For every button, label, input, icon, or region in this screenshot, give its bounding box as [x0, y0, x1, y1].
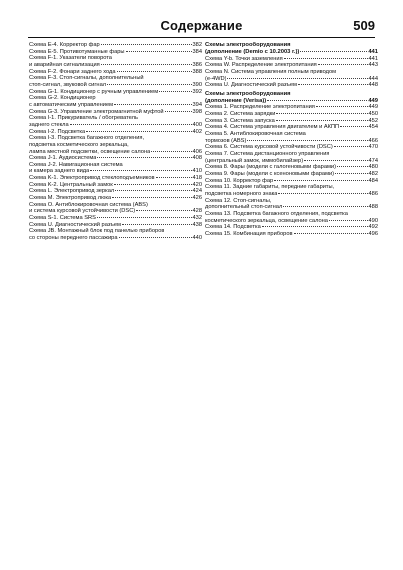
toc-entry-line: [29, 195, 202, 202]
toc-entry-line: [205, 211, 378, 218]
dot-leader: [97, 217, 192, 218]
toc-entry[interactable]: [29, 215, 202, 222]
toc-entry-text: Схема 5. Антиблокировочная система: [205, 131, 306, 138]
dot-leader: [119, 237, 192, 238]
toc-entry-line: [205, 198, 378, 205]
toc-entry-text: Схема E-4. Корректор фар: [29, 42, 100, 48]
toc-page-number: 486: [368, 191, 378, 197]
dot-leader: [151, 151, 191, 152]
toc-entry-line: [205, 171, 378, 178]
toc-entry-text: Схема J-2. Навигационная система: [29, 161, 123, 168]
page-header: [0, 16, 403, 38]
toc-entry-text: Схема F-2. Фонари заднего хода: [29, 68, 116, 75]
toc-page-number: 388: [192, 68, 202, 75]
toc-entry-text: Схема E-5. Противотуманные фары: [29, 48, 125, 55]
toc-page-number: 438: [192, 221, 202, 228]
dot-leader: [274, 180, 367, 181]
toc-entry-text: Схема W. Распределение электропитания: [205, 62, 317, 69]
toc-page-number: 428: [192, 208, 202, 215]
dot-leader: [165, 111, 192, 112]
dot-leader: [294, 233, 368, 234]
dot-leader: [337, 166, 368, 167]
dot-leader: [114, 104, 191, 105]
toc-entry-text: косметического зеркальца, освещение салона: [205, 217, 328, 224]
toc-page-number: 444: [368, 75, 378, 82]
toc-entry[interactable]: [29, 115, 202, 128]
dot-leader: [114, 184, 192, 185]
toc-entry[interactable]: [29, 188, 202, 195]
toc-entry-line: [29, 42, 202, 49]
toc-entry-text: Схема 7. Система дистанционного управления: [205, 151, 330, 158]
toc-entry-line: [29, 49, 202, 56]
toc-entry-text: с автоматическим управлением: [29, 101, 114, 108]
toc-entry[interactable]: [205, 82, 378, 89]
toc-entry-line: [205, 131, 378, 138]
toc-entry-line: [29, 142, 202, 149]
toc-entry-text: стоп-сигнал, звуковой сигнал: [29, 81, 107, 88]
toc-entry[interactable]: [205, 211, 378, 224]
toc-entry[interactable]: [205, 124, 378, 131]
dot-leader: [276, 120, 368, 121]
toc-entry-text: Схема S-1. Система SRS: [29, 215, 96, 222]
toc-page-number: 480: [368, 164, 378, 171]
toc-entry-text: Схема M. Электропривод люка: [29, 195, 112, 202]
toc-page-number: 454: [368, 124, 378, 131]
dot-leader: [262, 226, 368, 227]
toc-entry-line: [29, 175, 202, 182]
toc-page-number: 398: [192, 108, 202, 115]
toc-entry-text: Схема 8. Фары (модели с галогеновыми фарами): [205, 164, 336, 171]
toc-page-number: 452: [368, 117, 378, 124]
toc-entry[interactable]: [29, 222, 202, 229]
section-heading[interactable]: [205, 91, 378, 105]
toc-entry-line: [205, 138, 378, 145]
dot-leader: [90, 170, 191, 171]
toc-entry-text: (e-4WD): [205, 75, 227, 82]
toc-entry-line: [205, 91, 378, 98]
toc-entry-text: Схемы электрооборудования: [205, 42, 291, 48]
toc-entry-text: (дополнение (Demio с 10.2003 г.)): [205, 48, 300, 55]
toc-page-number: 474: [368, 157, 378, 164]
toc-entry[interactable]: [29, 75, 202, 88]
toc-entry-text: и аварийная сигнализация: [29, 61, 100, 68]
toc-entry-text: и система курсовой устойчивости (DSC): [29, 208, 136, 215]
dot-leader: [284, 58, 368, 59]
toc-entry-text: лампа местной подсветки, освещение салона: [29, 148, 151, 155]
toc-entry[interactable]: [29, 89, 202, 96]
toc-entry-text: Схема 2. Система зарядки: [205, 111, 276, 118]
toc-entry-text: Схема 13. Подсветка багажного отделения, подсветка: [205, 210, 348, 217]
dot-leader: [101, 64, 192, 65]
toc-page-number: 382: [192, 42, 202, 48]
toc-page-number: 400: [192, 121, 202, 128]
toc-entry-line: [29, 55, 202, 62]
toc-entry-text: Схема F-1. Указатели поворота: [29, 55, 112, 62]
toc-entry-line: [29, 202, 202, 209]
toc-entry-line: [205, 62, 378, 69]
toc-entry[interactable]: [205, 104, 378, 111]
dot-leader: [156, 177, 192, 178]
toc-entry[interactable]: [205, 184, 378, 197]
toc-entry-line: [29, 95, 202, 102]
toc-entry-line: [29, 115, 202, 122]
toc-page-number: 466: [368, 137, 378, 144]
toc-entry[interactable]: [29, 182, 202, 189]
toc-entry-text: (дополнение (Verisa)): [205, 97, 267, 104]
dot-leader: [107, 84, 191, 85]
toc-entry-text: Схема JB. Монтажный блок под панелью приборов: [29, 228, 165, 235]
toc-entry[interactable]: [29, 49, 202, 56]
toc-right-column: [205, 42, 378, 238]
toc-page-number: 482: [368, 171, 378, 178]
toc-entry-line: [205, 49, 378, 56]
dot-leader: [70, 124, 192, 125]
toc-page-number: 394: [192, 101, 202, 108]
toc-left-column: [29, 42, 202, 242]
toc-entry-line: [205, 151, 378, 158]
toc-entry-text: (центральный замок, иммобилайзер): [205, 157, 304, 164]
toc-entry[interactable]: [29, 55, 202, 68]
toc-entry-line: [205, 231, 378, 238]
toc-entry[interactable]: [205, 56, 378, 63]
dot-leader: [340, 126, 367, 127]
toc-entry[interactable]: [205, 231, 378, 238]
toc-entry[interactable]: [205, 151, 378, 164]
toc-entry-text: Схемы электрооборудования: [205, 90, 291, 97]
toc-entry-text: подсветка косметического зеркальца,: [29, 141, 129, 148]
dot-leader: [304, 160, 367, 161]
toc-page-number: 408: [192, 155, 202, 162]
toc-entry-line: [29, 69, 202, 76]
dot-leader: [112, 197, 191, 198]
toc-entry-text: Схема K-1. Электропривод стеклоподъемников: [29, 175, 155, 182]
toc-entry-line: [205, 98, 378, 105]
toc-page-number: 448: [368, 82, 378, 89]
toc-entry-line: [205, 164, 378, 171]
toc-page-number: 488: [368, 204, 378, 211]
dot-leader: [335, 173, 367, 174]
header-divider: [28, 37, 375, 38]
toc-page-number: 410: [192, 168, 202, 175]
toc-page-number: 432: [192, 215, 202, 222]
dot-leader: [227, 78, 367, 79]
toc-page-number: 450: [368, 111, 378, 118]
dot-leader: [159, 91, 191, 92]
toc-entry[interactable]: [29, 195, 202, 202]
toc-entry-line: [29, 82, 202, 89]
toc-page-number: 390: [192, 81, 202, 88]
dot-leader: [86, 131, 191, 132]
toc-entry-line: [205, 191, 378, 198]
toc-entry-text: Схема 12. Стоп-сигналы,: [205, 197, 272, 204]
toc-entry-line: [29, 162, 202, 169]
toc-entry-text: Схема 14. Подсветка: [205, 224, 261, 231]
toc-entry[interactable]: [29, 228, 202, 241]
toc-entry-text: подсветка номерного знака: [205, 191, 278, 197]
toc-entry-text: Схема F-3. Стоп-сигналы, дополнительный: [29, 75, 144, 82]
toc-entry-text: Схема G-2. Кондиционер: [29, 95, 96, 102]
toc-entry-text: Схема N. Система управления полным приводом: [205, 68, 337, 75]
page-title: Содержание: [160, 18, 243, 33]
toc-entry-text: дополнительный стоп-сигнал: [205, 204, 283, 211]
toc-entry-line: [205, 144, 378, 151]
toc-entry-text: тормозов (ABS): [205, 137, 247, 144]
toc-entry-text: Схема U. Диагностический разъем: [29, 221, 121, 228]
dot-leader: [101, 44, 192, 45]
toc-entry-line: [29, 208, 202, 215]
dot-leader: [247, 140, 367, 141]
toc-entry[interactable]: [205, 144, 378, 151]
toc-entry[interactable]: [205, 171, 378, 178]
toc-entry[interactable]: [205, 111, 378, 118]
toc-entry-line: [205, 69, 378, 76]
toc-entry-line: [29, 215, 202, 222]
toc-entry-line: [29, 182, 202, 189]
dot-leader: [329, 220, 368, 221]
dot-leader: [334, 146, 368, 147]
dot-leader: [136, 210, 191, 211]
toc-entry-text: Схема O. Антиблокировочная система (ABS): [29, 201, 148, 208]
toc-entry-text: со стороны переднего пассажира: [29, 235, 118, 242]
toc-entry[interactable]: [205, 69, 378, 82]
toc-page-number: 384: [192, 48, 202, 55]
toc-page-number: 449: [368, 104, 378, 111]
toc-entry-line: [205, 204, 378, 211]
toc-entry-text: Схема I-3. Подсветка багажного отделения,: [29, 135, 145, 142]
dot-leader: [97, 157, 191, 158]
toc-entry-line: [29, 235, 202, 242]
dot-leader: [316, 106, 368, 107]
toc-entry-line: [205, 224, 378, 231]
dot-leader: [298, 84, 368, 85]
toc-page-number: 441: [368, 55, 378, 62]
toc-entry-line: [29, 188, 202, 195]
toc-page-number: 406: [192, 148, 202, 155]
toc-entry-line: [205, 42, 378, 49]
toc-entry[interactable]: [29, 69, 202, 76]
toc-entry[interactable]: [205, 224, 378, 231]
toc-page-number: 443: [368, 62, 378, 69]
toc-entry-line: [29, 102, 202, 109]
toc-entry-text: Схема G-3. Управление электромагнитной муфтой: [29, 108, 164, 115]
toc-entry-text: Схема 15. Комбинация приборов: [205, 230, 293, 237]
toc-entry-line: [29, 228, 202, 235]
dot-leader: [115, 190, 191, 191]
toc-entry-text: Схема G-1. Кондиционер с ручным управлением: [29, 88, 159, 95]
dot-leader: [318, 64, 368, 65]
toc-entry-line: [205, 82, 378, 89]
toc-entry-line: [29, 168, 202, 175]
toc-entry-line: [29, 122, 202, 129]
section-heading[interactable]: [205, 42, 378, 56]
toc-entry-text: Схема 4. Система управления двигателем и АКПП: [205, 124, 340, 131]
toc-entry-text: Схема 10. Корректор фар: [205, 177, 274, 184]
toc-entry-line: [29, 109, 202, 116]
toc-entry-text: Схема L. Электропривод зеркал: [29, 188, 115, 195]
toc-page-number: 490: [368, 217, 378, 224]
toc-entry-line: [29, 155, 202, 162]
toc-entry-text: Схема 6. Система курсовой устойчивости (DSC): [205, 144, 333, 151]
toc-entry[interactable]: [29, 155, 202, 162]
toc-entry[interactable]: [205, 118, 378, 125]
toc-entry-line: [205, 178, 378, 185]
page-number: 509: [353, 18, 375, 33]
toc-entry-line: [29, 62, 202, 69]
toc-entry-text: Схема I-2. Подсветка: [29, 128, 86, 135]
toc-entry[interactable]: [205, 198, 378, 211]
toc-entry[interactable]: [29, 202, 202, 215]
toc-entry-text: Схема J-1. Аудиосистема: [29, 155, 97, 162]
toc-entry[interactable]: [29, 175, 202, 182]
toc-entry-text: заднего стекла: [29, 121, 69, 128]
dot-leader: [117, 71, 192, 72]
toc-entry-text: Схема 1. Распределение электропитания: [205, 104, 315, 111]
toc-entry-line: [205, 158, 378, 165]
toc-entry[interactable]: [29, 109, 202, 116]
dot-leader: [278, 193, 367, 194]
toc-page-number: 392: [192, 88, 202, 95]
toc-entry-line: [29, 222, 202, 229]
toc-page-number: 386: [192, 61, 202, 68]
toc-entry-line: [29, 89, 202, 96]
toc-entry[interactable]: [205, 131, 378, 144]
toc-entry-text: Схема U. Диагностический разъем: [205, 82, 297, 89]
toc-entry-line: [29, 135, 202, 142]
toc-page-number: 441: [368, 48, 378, 55]
toc-page-number: 484: [368, 177, 378, 184]
toc-page-number: 420: [192, 181, 202, 188]
dot-leader: [267, 100, 367, 101]
toc-page-number: 470: [368, 144, 378, 151]
toc-entry-line: [205, 76, 378, 83]
toc-entry-line: [29, 75, 202, 82]
toc-page-number: 440: [192, 235, 202, 242]
toc-entry-line: [205, 218, 378, 225]
toc-entry-text: Схема I-1. Прикуриватель / обогреватель: [29, 115, 138, 122]
toc-page-number: 426: [192, 195, 202, 202]
toc-entry[interactable]: [29, 162, 202, 175]
dot-leader: [300, 51, 367, 52]
toc-entry-line: [205, 104, 378, 111]
toc-entry[interactable]: [29, 95, 202, 108]
toc-entry-line: [205, 184, 378, 191]
dot-leader: [283, 206, 367, 207]
toc-entry-line: [29, 149, 202, 156]
toc-page-number: 424: [192, 188, 202, 195]
toc-page-number: 402: [192, 128, 202, 135]
toc-entry[interactable]: [205, 164, 378, 171]
dot-leader: [122, 224, 192, 225]
toc-entry-text: Схема K-2. Центральный замок: [29, 181, 113, 188]
toc-entry-line: [205, 124, 378, 131]
toc-entry-line: [29, 129, 202, 136]
toc-entry-line: [205, 56, 378, 63]
toc-entry[interactable]: [29, 135, 202, 155]
toc-entry[interactable]: [29, 42, 202, 49]
toc-page-number: 496: [368, 230, 378, 237]
toc-entry[interactable]: [205, 62, 378, 69]
toc-entry-text: Схема Y-b. Точки заземления: [205, 55, 283, 62]
toc-entry-text: Схема 11. Задние габариты, передние габариты,: [205, 184, 335, 191]
toc-entry[interactable]: [205, 178, 378, 185]
toc-page-number: 492: [368, 224, 378, 231]
toc-page-number: 449: [368, 97, 378, 104]
toc-entry-line: [205, 111, 378, 118]
dot-leader: [126, 51, 192, 52]
toc-entry-text: и камера заднего вида: [29, 168, 90, 175]
toc-entry-text: Схема 3. Система запуска: [205, 117, 275, 124]
toc-entry[interactable]: [29, 129, 202, 136]
toc-page-number: 418: [192, 175, 202, 182]
toc-entry-text: Схема 9. Фары (модели с ксеноновыми фарами): [205, 171, 335, 178]
toc-entry-line: [205, 118, 378, 125]
dot-leader: [276, 113, 367, 114]
